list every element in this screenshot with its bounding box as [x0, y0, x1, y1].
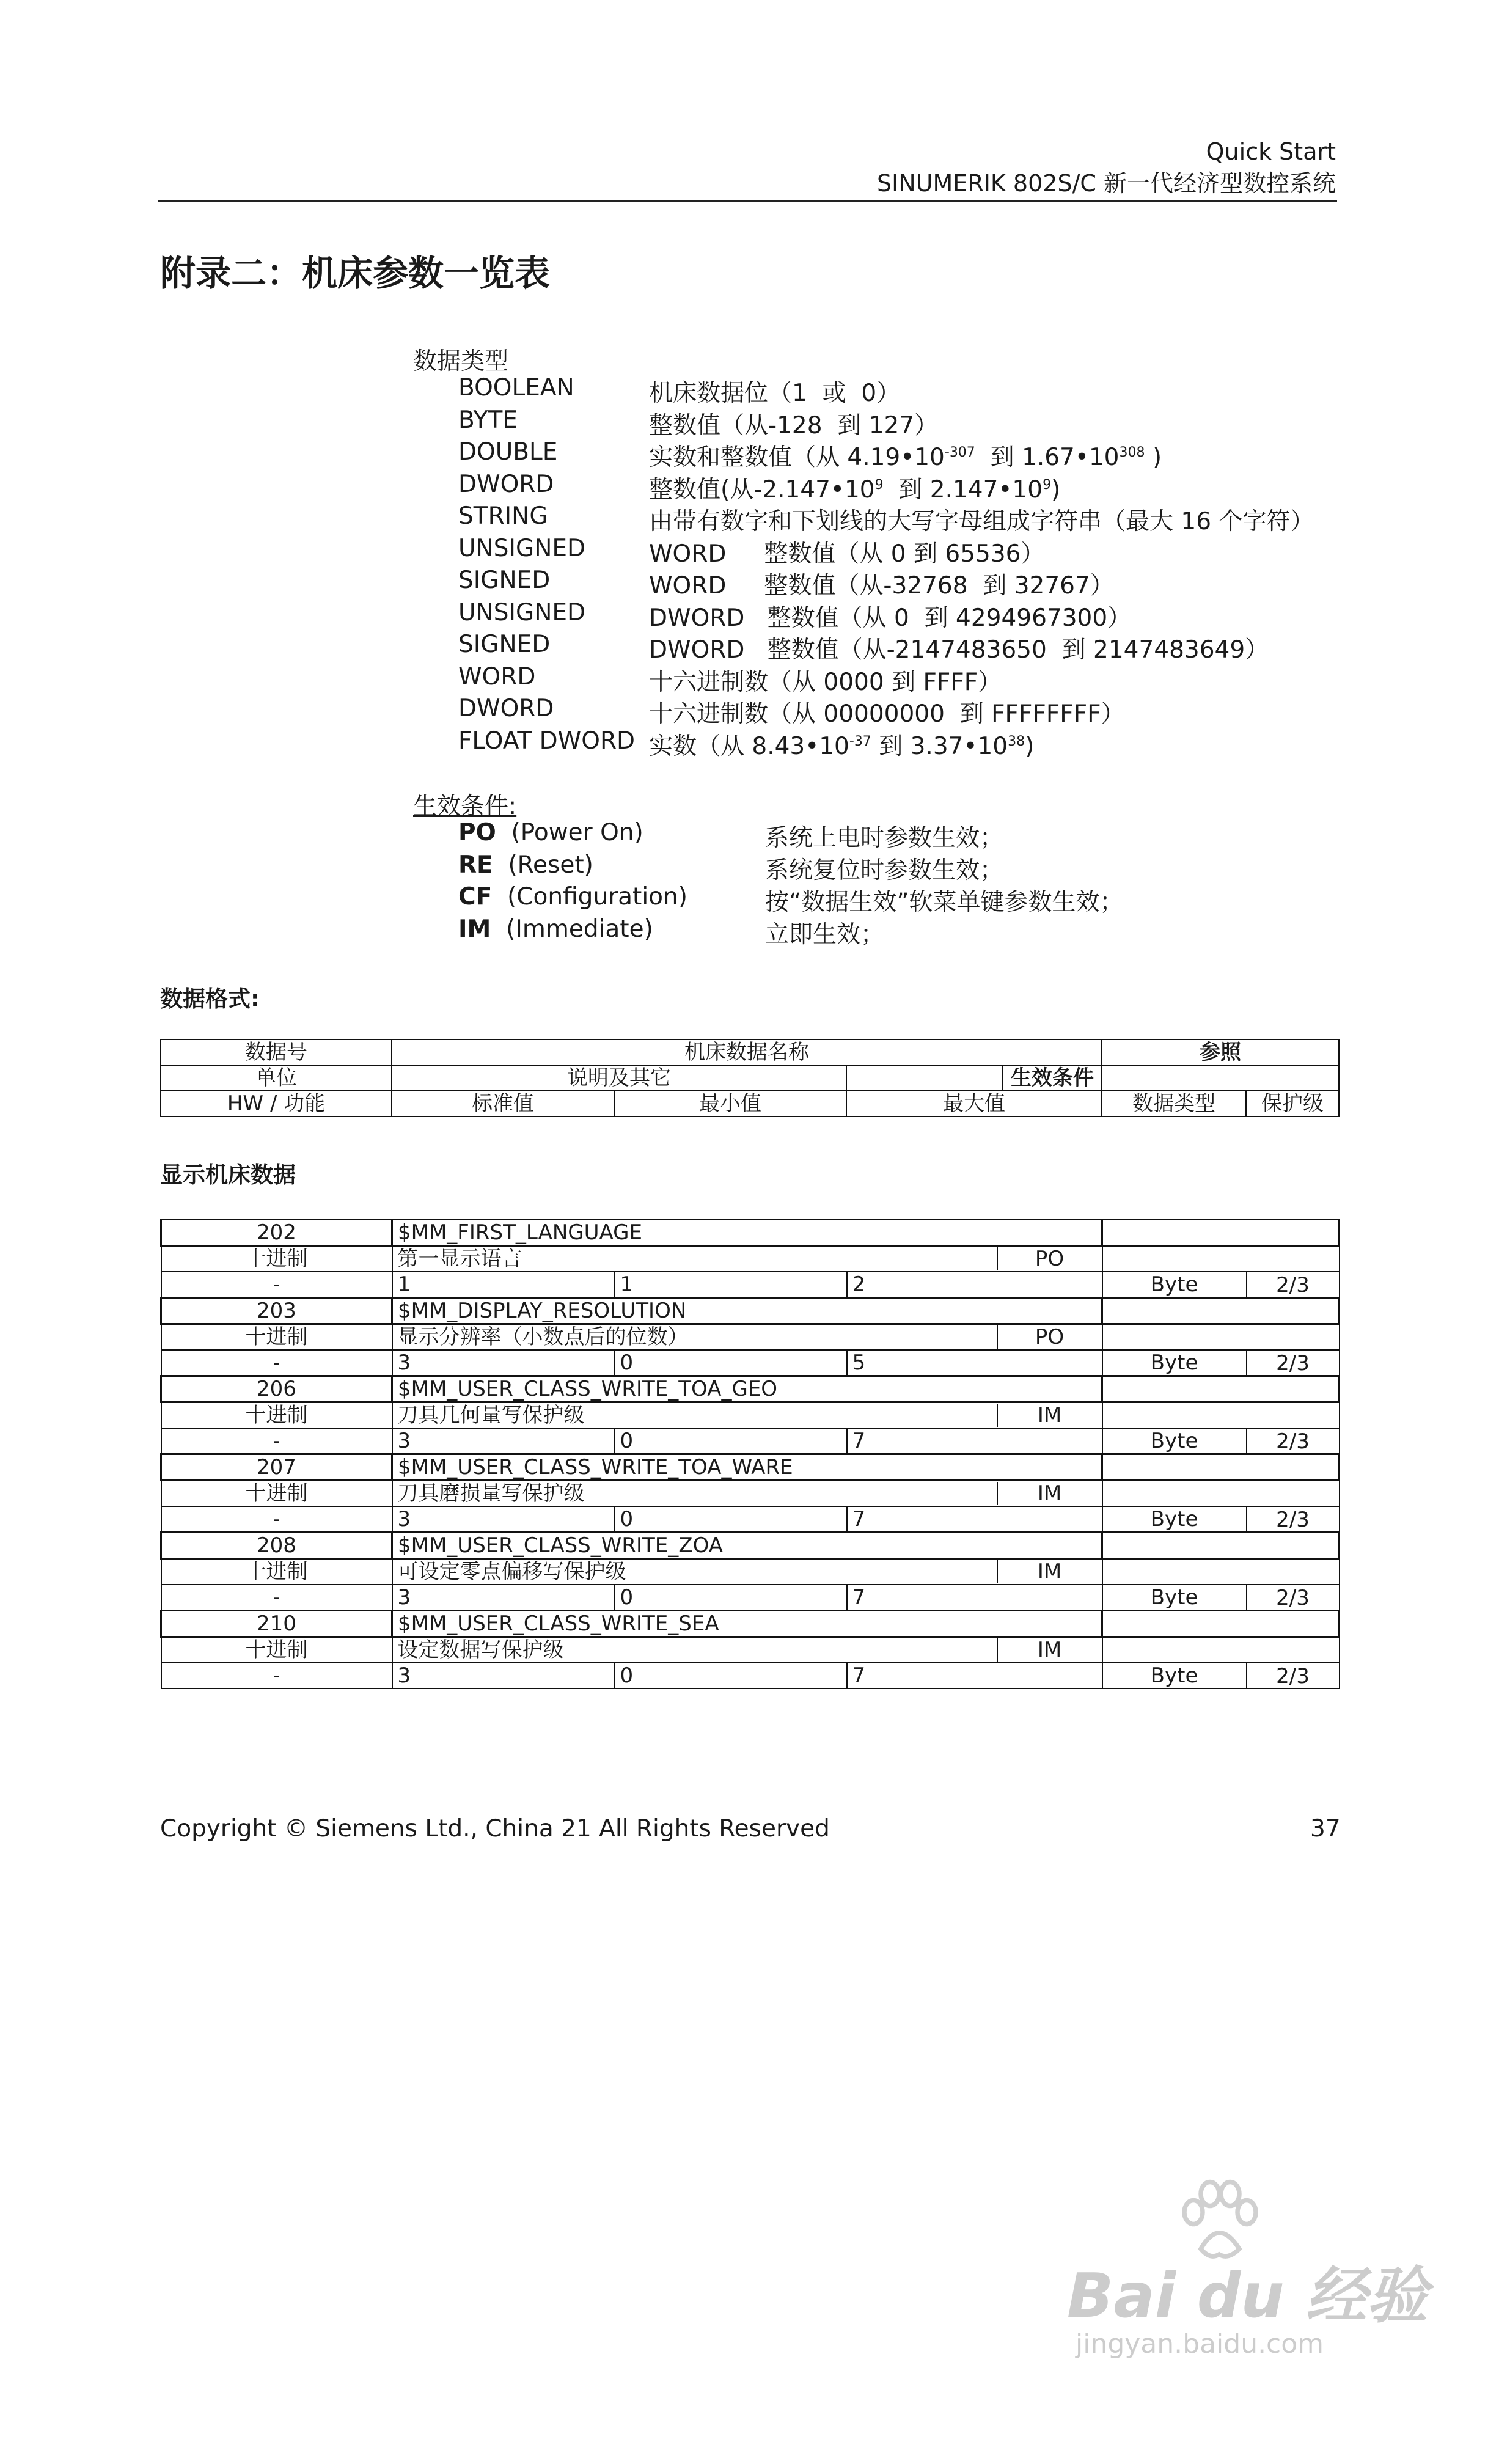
md-row-header [161, 1298, 1340, 1324]
md-description: 显示分辨率（小数点后的位数） [397, 1325, 689, 1349]
md-desc-cell [392, 1402, 1102, 1429]
md-row-desc [161, 1481, 1340, 1507]
data-type-term: SIGNED [458, 631, 551, 658]
md-reference-empty [1102, 1402, 1340, 1429]
md-protection: 2/3 [1247, 1506, 1340, 1533]
data-type-term: BYTE [458, 406, 518, 434]
md-row-desc [161, 1324, 1340, 1351]
data-type-term: SIGNED [458, 566, 551, 594]
md-reference [1102, 1533, 1340, 1559]
md-description: 可设定零点偏移写保护级 [397, 1560, 626, 1584]
md-standard: 3 [392, 1663, 615, 1689]
data-type-desc: WORD 整数值（从 0 到 65536） [649, 540, 1045, 568]
md-type: Byte [1102, 1272, 1247, 1298]
md-reference-empty [1102, 1481, 1340, 1507]
md-name: $MM_DISPLAY_RESOLUTION [392, 1298, 1102, 1324]
md-number: 210 [161, 1611, 392, 1637]
data-type-term: WORD [458, 662, 536, 691]
md-row-header [161, 1611, 1340, 1637]
md-condition: PO [997, 1247, 1102, 1270]
md-min: 0 [615, 1585, 847, 1611]
md-condition: IM [997, 1638, 1102, 1662]
md-description: 刀具几何量写保护级 [397, 1403, 585, 1428]
md-standard: 3 [392, 1585, 615, 1611]
md-max: 7 [847, 1585, 1102, 1611]
md-desc-cell [392, 1637, 1102, 1663]
data-type-desc: WORD 整数值（从-32768 到 32767） [649, 572, 1114, 600]
format-cell: 数据类型 [1102, 1091, 1246, 1116]
md-desc-cell [392, 1324, 1102, 1351]
data-type-desc: 十六进制数（从 0000 到 FFFF） [649, 668, 1002, 696]
md-row-desc [161, 1637, 1340, 1663]
data-type-desc-part: -307 [944, 445, 975, 460]
md-type: Byte [1102, 1506, 1247, 1533]
footer-copyright: Copyright © Siemens Ltd., China 21 All Rights Reserved [160, 1815, 830, 1843]
data-type-desc-part: ) [1025, 732, 1035, 760]
data-type-desc: 机床数据位（1 或 0） [649, 380, 901, 407]
header-rule [158, 200, 1337, 202]
md-min: 0 [615, 1663, 847, 1689]
md-protection: 2/3 [1247, 1663, 1340, 1689]
md-max: 7 [847, 1428, 1102, 1454]
md-unit: 十进制 [161, 1481, 392, 1507]
data-type-term: UNSIGNED [458, 534, 586, 562]
md-number: 208 [161, 1533, 392, 1559]
md-row-values [161, 1506, 1340, 1533]
md-reference [1102, 1376, 1340, 1402]
format-cell: 保护级 [1246, 1091, 1339, 1116]
data-type-desc-part: 9 [1043, 477, 1052, 493]
md-condition: IM [997, 1482, 1102, 1505]
md-condition: IM [997, 1560, 1102, 1583]
condition-name: (Reset) [508, 851, 593, 879]
md-hw: - [161, 1663, 392, 1689]
md-min: 0 [615, 1350, 847, 1376]
condition-code: RE [458, 851, 493, 879]
condition-name: (Power On) [511, 819, 644, 846]
md-unit: 十进制 [161, 1324, 392, 1351]
md-standard: 3 [392, 1506, 615, 1533]
data-type-desc-part: 到 2.147•10 [883, 475, 1043, 504]
md-max: 2 [847, 1272, 1102, 1298]
md-standard: 3 [392, 1428, 615, 1454]
display-md-heading: 显示机床数据 [160, 1162, 296, 1188]
md-protection: 2/3 [1247, 1585, 1340, 1611]
data-type-desc [649, 471, 1060, 505]
md-min: 1 [615, 1272, 847, 1298]
format-cell: 标准值 [392, 1091, 614, 1116]
md-description: 第一显示语言 [397, 1247, 522, 1271]
md-type: Byte [1102, 1585, 1247, 1611]
format-cell: 数据号 [161, 1040, 392, 1065]
md-type: Byte [1102, 1428, 1247, 1454]
format-heading: 数据格式: [160, 986, 260, 1012]
md-unit: 十进制 [161, 1246, 392, 1272]
data-type-desc-part: ) [1145, 444, 1162, 471]
data-types-heading: 数据类型 [413, 348, 509, 375]
md-type: Byte [1102, 1350, 1247, 1376]
watermark-brand: Bai du 经验 [1067, 2260, 1428, 2331]
format-cell: HW / 功能 [161, 1091, 392, 1116]
md-condition: PO [997, 1326, 1102, 1349]
md-hw: - [161, 1272, 392, 1298]
page-number: 37 [1310, 1815, 1341, 1843]
md-reference [1102, 1611, 1340, 1637]
condition-term [458, 819, 644, 846]
md-type: Byte [1102, 1663, 1247, 1689]
md-unit: 十进制 [161, 1402, 392, 1429]
md-hw: - [161, 1585, 392, 1611]
md-row-header [161, 1533, 1340, 1559]
md-row-desc [161, 1246, 1340, 1272]
md-standard: 1 [392, 1272, 615, 1298]
md-description: 设定数据写保护级 [397, 1638, 564, 1662]
data-type-desc: 十六进制数（从 00000000 到 FFFFFFFF） [649, 700, 1125, 728]
md-reference [1102, 1454, 1340, 1481]
data-type-desc-part: ) [1051, 475, 1061, 504]
md-protection: 2/3 [1247, 1272, 1340, 1298]
header-product: Quick Start [1206, 138, 1336, 165]
data-type-term: DWORD [458, 470, 554, 498]
md-row-values [161, 1663, 1340, 1689]
data-type-desc: 由带有数字和下划线的大写字母组成字符串（最大 16 个字符） [649, 508, 1314, 535]
data-type-term: FLOAT DWORD [458, 727, 636, 755]
data-type-term: DOUBLE [458, 438, 558, 466]
format-table [160, 1039, 1340, 1117]
md-hw: - [161, 1350, 392, 1376]
md-desc-cell [392, 1559, 1102, 1585]
format-cell: 最大值 [846, 1091, 1102, 1116]
md-hw: - [161, 1428, 392, 1454]
conditions-heading: 生效条件: [413, 793, 517, 820]
md-condition: IM [997, 1404, 1102, 1427]
md-hw: - [161, 1506, 392, 1533]
md-reference-empty [1102, 1637, 1340, 1663]
condition-term [458, 915, 653, 943]
md-reference-empty [1102, 1559, 1340, 1585]
condition-desc: 立即生效； [765, 920, 885, 948]
condition-term [458, 851, 593, 879]
md-reference-empty [1102, 1324, 1340, 1351]
md-row-values [161, 1428, 1340, 1454]
md-name: $MM_USER_CLASS_WRITE_TOA_GEO [392, 1376, 1102, 1402]
data-type-desc-part: 308 [1119, 445, 1145, 460]
data-type-desc-part: 实数（从 8.43•10 [649, 732, 849, 760]
md-unit: 十进制 [161, 1637, 392, 1663]
md-row-desc [161, 1402, 1340, 1429]
format-cell: 说明及其它 [392, 1065, 846, 1091]
condition-code: IM [458, 915, 491, 943]
data-type-desc: 整数值（从-128 到 127） [649, 411, 939, 439]
format-cell: 单位 [161, 1065, 392, 1091]
md-unit: 十进制 [161, 1559, 392, 1585]
format-cell: 机床数据名称 [392, 1040, 1102, 1065]
format-cell: 生效条件 [1002, 1066, 1101, 1090]
condition-name: (Configuration) [507, 883, 688, 911]
md-name: $MM_USER_CLASS_WRITE_ZOA [392, 1533, 1102, 1559]
md-number: 207 [161, 1454, 392, 1481]
md-name: $MM_USER_CLASS_WRITE_SEA [392, 1611, 1102, 1637]
md-name: $MM_FIRST_LANGUAGE [392, 1220, 1102, 1246]
md-row-desc [161, 1559, 1340, 1585]
md-row-header [161, 1376, 1340, 1402]
condition-code: CF [458, 883, 493, 911]
md-row-values [161, 1585, 1340, 1611]
md-number: 203 [161, 1298, 392, 1324]
md-reference [1102, 1298, 1340, 1324]
md-reference-empty [1102, 1246, 1340, 1272]
data-type-term: UNSIGNED [458, 598, 586, 626]
condition-desc: 系统复位时参数生效； [765, 856, 1004, 884]
header-subtitle: SINUMERIK 802S/C 新一代经济型数控系统 [876, 170, 1336, 197]
data-type-term: DWORD [458, 695, 554, 722]
data-type-term: STRING [458, 502, 548, 530]
format-cell: 参照 [1102, 1040, 1339, 1065]
condition-name: (Immediate) [506, 915, 653, 943]
data-type-desc: DWORD 整数值（从 0 到 4294967300） [649, 604, 1132, 632]
md-name: $MM_USER_CLASS_WRITE_TOA_WARE [392, 1454, 1102, 1481]
md-min: 0 [615, 1428, 847, 1454]
data-type-desc-part: 整数值(从-2.147•10 [649, 475, 875, 504]
format-cell: 最小值 [614, 1091, 846, 1116]
md-row-header [161, 1454, 1340, 1481]
md-max: 7 [847, 1663, 1102, 1689]
page-title: 附录二：机床参数一览表 [160, 252, 551, 294]
condition-term [458, 883, 688, 911]
data-type-term: BOOLEAN [458, 374, 574, 402]
md-reference [1102, 1220, 1340, 1246]
md-standard: 3 [392, 1350, 615, 1376]
md-desc-cell [392, 1246, 1102, 1272]
data-type-desc-part: 38 [1008, 733, 1025, 749]
condition-code: PO [458, 819, 496, 846]
data-type-desc-part: 到 3.37•10 [871, 732, 1008, 760]
md-max: 5 [847, 1350, 1102, 1376]
data-type-desc [649, 727, 1034, 761]
md-description: 刀具磨损量写保护级 [397, 1481, 585, 1506]
display-md-table [160, 1219, 1340, 1689]
data-type-desc-part: -37 [849, 733, 871, 749]
data-type-desc-part: 9 [875, 477, 884, 493]
condition-desc: 按“数据生效”软菜单键参数生效； [765, 889, 1124, 916]
md-row-values [161, 1272, 1340, 1298]
watermark-url: jingyan.baidu.com [1076, 2328, 1324, 2360]
data-type-desc: DWORD 整数值（从-2147483650 到 2147483649） [649, 636, 1269, 664]
condition-desc: 系统上电时参数生效； [765, 824, 1004, 852]
data-type-desc-part: 实数和整数值（从 4.19•10 [649, 444, 945, 471]
md-number: 206 [161, 1376, 392, 1402]
md-max: 7 [847, 1506, 1102, 1533]
md-desc-cell [392, 1481, 1102, 1507]
data-type-desc-part: 到 1.67•10 [975, 444, 1120, 471]
md-min: 0 [615, 1506, 847, 1533]
md-protection: 2/3 [1247, 1428, 1340, 1454]
md-number: 202 [161, 1220, 392, 1246]
data-type-desc [649, 438, 1162, 472]
md-protection: 2/3 [1247, 1350, 1340, 1376]
md-row-header [161, 1220, 1340, 1246]
md-row-values [161, 1350, 1340, 1376]
